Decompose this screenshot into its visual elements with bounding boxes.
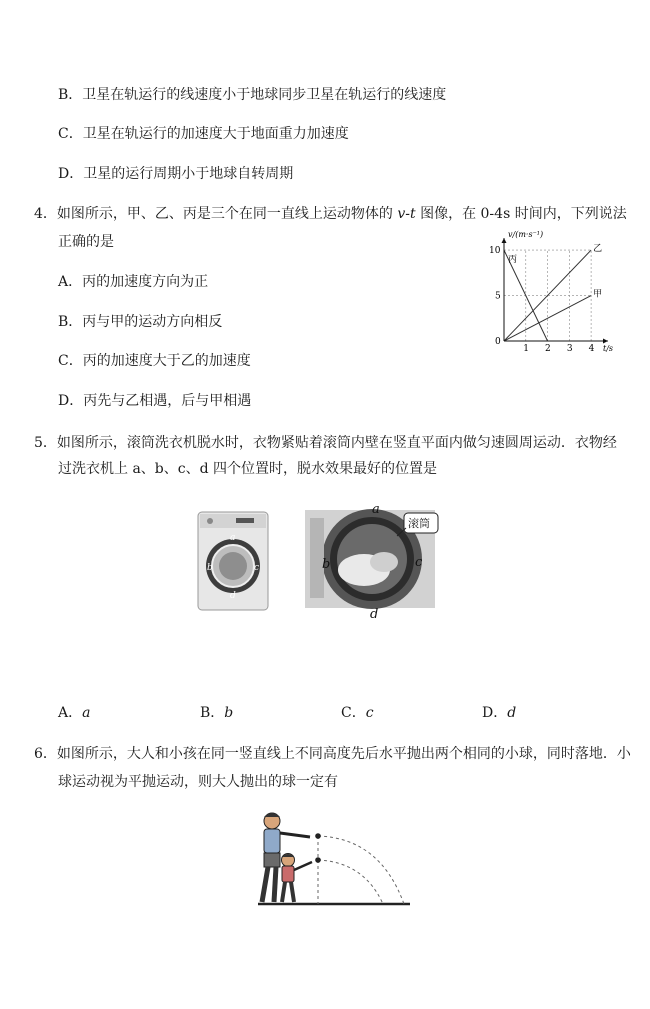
x-tick-label-1: 1 xyxy=(523,344,530,354)
x-tick-label-2: 2 xyxy=(545,344,551,354)
vt-axes xyxy=(502,238,609,344)
q5-option-c-text: c xyxy=(365,705,374,721)
series-label-1: 甲 xyxy=(593,289,603,300)
machine-label-d: d xyxy=(230,591,236,601)
q6-stem-line2: 球运动视为平抛运动，则大人抛出的球一定有 xyxy=(58,774,338,790)
y-axis-label: v/(m·s⁻¹) xyxy=(508,230,544,239)
series-label-0: 乙 xyxy=(593,244,603,255)
drum-callout-label: 滚筒 xyxy=(408,517,430,530)
q4-stem-vt: v-t xyxy=(397,206,416,222)
q5-option-b xyxy=(200,702,233,722)
adult-ball-trajectory xyxy=(318,836,404,904)
q3-option-b: B．卫星在轨运行的线速度小于地球同步卫星在轨运行的线速度 xyxy=(58,87,447,103)
y-tick-label-5: 5 xyxy=(495,291,501,302)
q4-stem-part1: 4．如图所示，甲、乙、丙是三个在同一直线上运动物体的 xyxy=(34,206,393,222)
adult-ball xyxy=(315,833,321,839)
projectile-figure xyxy=(252,808,414,910)
q4-stem-line1 xyxy=(34,203,627,223)
q4-option-d: D．丙先与乙相遇，后与甲相遇 xyxy=(58,393,252,409)
q4-option-a: A．丙的加速度方向为正 xyxy=(58,274,209,290)
drum-label-d: d xyxy=(370,607,379,622)
child-ball xyxy=(315,857,321,863)
q5-stem-line2: 过洗衣机上 a、b、c、d 四个位置时，脱水效果最好的位置是 xyxy=(58,461,438,477)
q4-stem-part2: 图像，在 0-4s 时间内，下列说法 xyxy=(420,206,627,222)
vt-chart xyxy=(482,228,614,354)
child-figure xyxy=(282,854,313,903)
origin-label: 0 xyxy=(495,337,501,347)
q5-option-c xyxy=(341,702,374,722)
q5-option-c-prefix: C． xyxy=(341,705,366,721)
q5-option-b-text: b xyxy=(224,705,234,721)
q3-option-d: D．卫星的运行周期小于地球自转周期 xyxy=(58,166,294,182)
child-ball-trajectory xyxy=(318,860,383,904)
q3-option-c: C．卫星在轨运行的加速度大于地面重力加速度 xyxy=(58,126,349,142)
q5-option-d-text: d xyxy=(507,705,517,721)
machine-label-c: c xyxy=(254,563,260,573)
machine-label-a: a xyxy=(230,533,236,543)
x-axis-label: t/s xyxy=(603,344,614,353)
washing-machine-figure xyxy=(196,510,272,612)
machine-label-b: b xyxy=(207,563,213,573)
x-tick-label-4: 4 xyxy=(588,344,595,354)
y-tick-label-10: 10 xyxy=(489,246,501,257)
x-axis-arrow xyxy=(603,339,608,344)
q5-option-a-prefix: A． xyxy=(58,705,83,721)
q4-stem-line2: 正确的是 xyxy=(58,234,114,250)
y-axis-arrow xyxy=(502,238,507,243)
drum-label-a: a xyxy=(372,502,380,517)
q4-option-b: B．丙与甲的运动方向相反 xyxy=(58,314,223,330)
q5-stem-line1: 5．如图所示，滚筒洗衣机脱水时，衣物紧贴着滚筒内壁在竖直平面内做匀速圆周运动．衣物经 xyxy=(34,435,617,451)
drum-label-b: b xyxy=(322,557,331,572)
q5-option-a xyxy=(58,702,90,722)
q4-option-c: C．丙的加速度大于乙的加速度 xyxy=(58,353,251,369)
q5-option-a-text: a xyxy=(82,705,91,721)
series-line-1 xyxy=(504,296,591,341)
series-label-2: 丙 xyxy=(508,255,518,266)
q5-option-d xyxy=(482,702,516,722)
x-tick-label-3: 3 xyxy=(566,344,573,354)
q6-stem-line1: 6．如图所示，大人和小孩在同一竖直线上不同高度先后水平抛出两个相同的小球，同时落地．小 xyxy=(34,746,631,762)
q5-option-b-prefix: B． xyxy=(200,705,225,721)
q5-option-d-prefix: D． xyxy=(482,705,508,721)
drum-label-c: c xyxy=(415,555,423,570)
drum-closeup-figure xyxy=(300,496,440,622)
